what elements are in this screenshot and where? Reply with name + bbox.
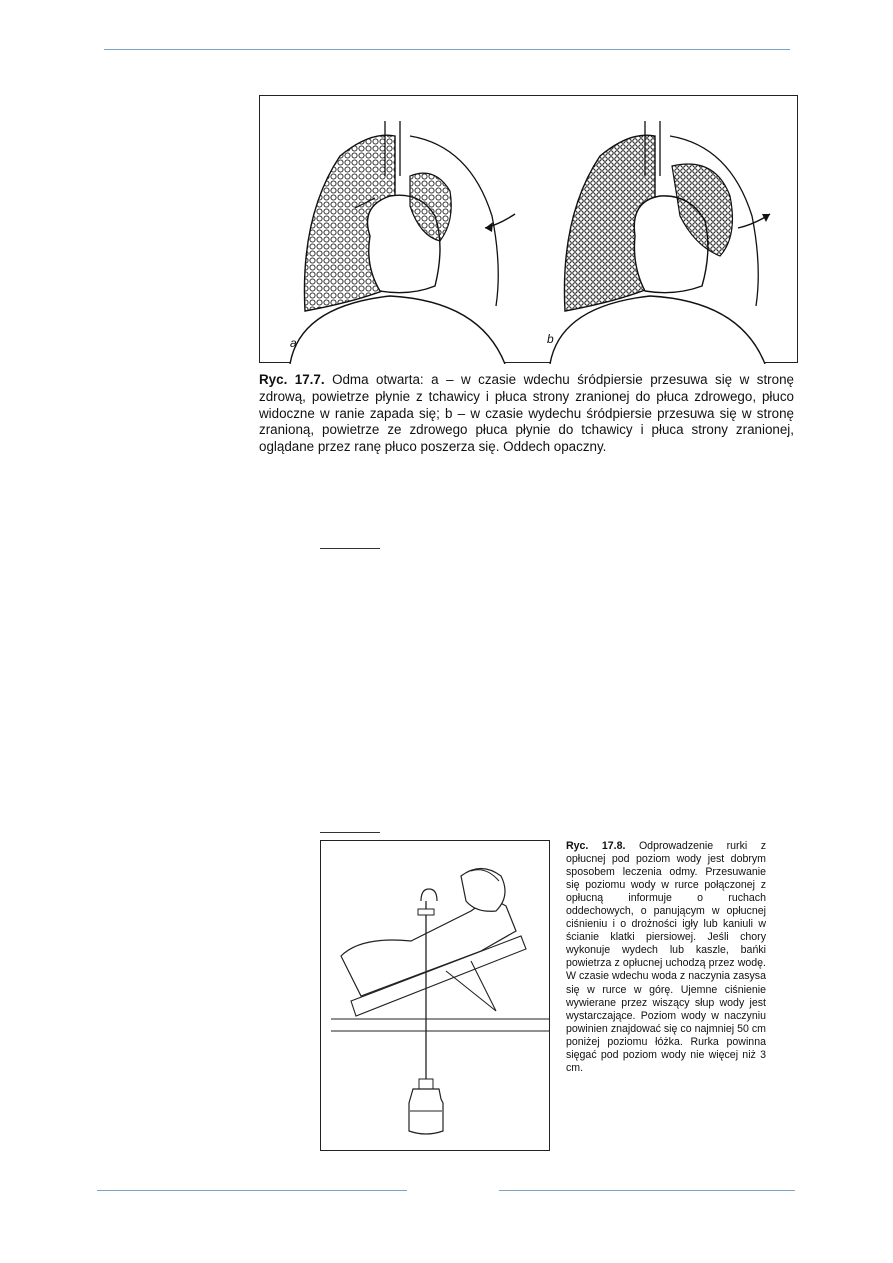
footer-rule-right <box>499 1190 795 1191</box>
figure-17-7-pneumothorax <box>259 95 798 363</box>
caption-text-2: Odprowadzenie rurki z opłucnej pod poziom wody jest dobrym sposobem leczenia odmy. Przesuwanie się poziomu wody w rurce połączonej z opłucną informuje o ruchach oddechowych, o panującym w opłucnej ciśnieniu i o drożności igły lub kaniuli w ścianie klatki piersiowej. Jeśli chory wykonuje wydech lub kaszle, bańki powietrza z opłucnej uchodzą przez wodę. W czasie wdechu woda z naczynia zasysa się w rurce w górę. Ujemne ciśnienie wywierane przez wiszący słup wody jest wystarczające. Poziom wody w naczyniu powinien znajdować się co najmniej 50 cm poniżej poziomu łóżka. Rurka powinna sięgać pod poziom wody nie więcej niż 3 cm. <box>566 840 767 1074</box>
header-rule <box>104 49 790 50</box>
panel-b-label: b <box>547 332 554 346</box>
caption-label: Ryc. 17.7. <box>259 372 325 387</box>
figure-17-8-caption <box>566 840 766 1075</box>
caption-text: Odma otwarta: a – w czasie wdechu śródpiersie przesuwa się w stronę zdrową, powietrze płynie z tchawicy i płuca strony zranionej do płuca zdrowego, płuco widoczne w ranie zapada się; b – w czasie wydechu śródpiersie przesuwa się w stronę zranioną, powietrze ze zdrowego płuca płynie do tchawicy i płuca strony zranionej, oglądane przez ranę płuco poszerza się. Oddech opaczny. <box>259 372 794 455</box>
panel-b-drawing <box>550 121 770 364</box>
figure-17-7-caption <box>259 372 794 456</box>
small-rule-2 <box>320 832 380 833</box>
panel-a-drawing <box>290 121 515 364</box>
footer-rule-left <box>97 1190 407 1191</box>
small-rule-1 <box>320 548 380 549</box>
caption-label-2: Ryc. 17.8. <box>566 840 626 852</box>
panel-a-label: a <box>290 336 297 350</box>
figure-17-8-chest-drainage <box>320 840 550 1151</box>
